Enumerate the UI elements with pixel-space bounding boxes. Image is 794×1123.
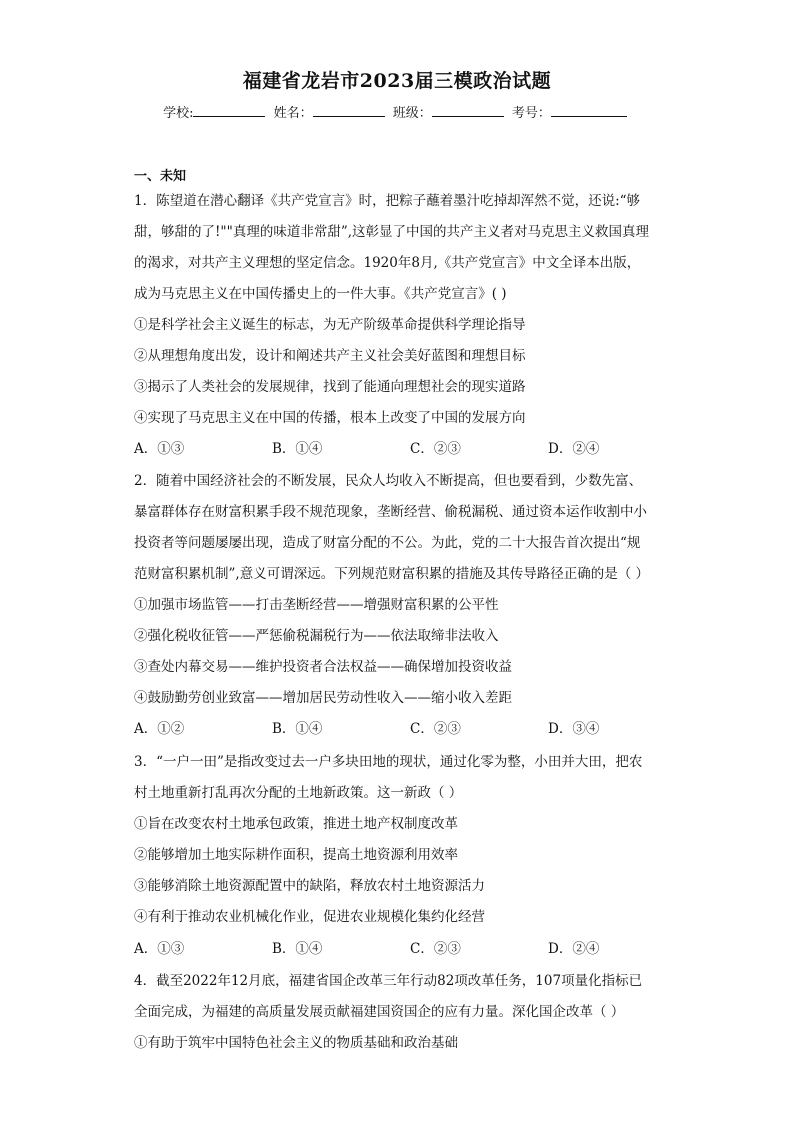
question-4-line: 全面完成，为福建的高质量发展贡献福建国资国企的应有力量。深化国企改革（ ） bbox=[134, 1004, 625, 1020]
option-d[interactable]: D．②④ bbox=[548, 441, 600, 457]
option-c[interactable]: C．②③ bbox=[410, 941, 461, 957]
school-blank[interactable] bbox=[193, 104, 265, 117]
option-d[interactable]: D．③④ bbox=[548, 721, 600, 737]
option-d[interactable]: D．②④ bbox=[548, 941, 600, 957]
section-heading: 一、未知 bbox=[134, 169, 187, 184]
question-2-line: 2．随着中国经济社会的不断发展，民众人均收入不断提高，但也要看到，少数先富、 bbox=[134, 473, 643, 489]
question-3-line: 3．“一户一田”是指改变过去一户多块田地的现状，通过化零为整，小田并大田，把农 bbox=[134, 754, 643, 770]
question-2-item: ②强化税收征管——严惩偷税漏税行为——依法取缔非法收入 bbox=[134, 628, 499, 644]
question-1-line: 的渴求，对共产主义理想的坚定信念。1920年8月,《共产党宣言》中文全译本出版， bbox=[134, 255, 641, 271]
question-1-line: 成为马克思主义在中国传播史上的一件大事。《共产党宣言》( ) bbox=[134, 286, 507, 302]
exam-no-label: 考号： bbox=[511, 106, 551, 121]
name-blank[interactable] bbox=[313, 104, 385, 117]
question-1-item: ①是科学社会主义诞生的标志，为无产阶级革命提供科学理论指导 bbox=[134, 317, 526, 333]
exam-no-blank[interactable] bbox=[551, 104, 627, 117]
option-b[interactable]: B．①④ bbox=[272, 941, 323, 957]
question-4-item: ①有助于筑牢中国特色社会主义的物质基础和政治基础 bbox=[134, 1035, 458, 1051]
question-1-line: 甜，够甜的了!""真理的味道非常甜”,这彰显了中国的共产主义者对马克思主义救国真理 bbox=[134, 224, 650, 240]
question-1-item: ④实现了马克思主义在中国的传播，根本上改变了中国的发展方向 bbox=[134, 410, 526, 426]
class-label: 班级： bbox=[392, 106, 432, 121]
question-3-item: ④有利于推动农业机械化作业，促进农业规模化集约化经营 bbox=[134, 909, 485, 925]
option-c[interactable]: C．②③ bbox=[410, 721, 461, 737]
question-4-line: 4．截至2022年12月底，福建省国企改革三年行动82项改革任务，107项量化指标已 bbox=[134, 973, 643, 989]
question-2-item: ③查处内幕交易——维护投资者合法权益——确保增加投资收益 bbox=[134, 659, 512, 675]
question-3-item: ②能够增加土地实际耕作面积，提高土地资源利用效率 bbox=[134, 847, 458, 863]
student-info-row bbox=[0, 102, 794, 121]
option-c[interactable]: C．②③ bbox=[410, 441, 461, 457]
question-1-line: 1．陈望道在潜心翻译《共产党宣言》时，把粽子蘸着墨汁吃掉却浑然不觉，还说:“够 bbox=[134, 193, 641, 209]
option-a[interactable]: A．①② bbox=[134, 721, 185, 737]
option-a[interactable]: A．①③ bbox=[134, 441, 185, 457]
question-2-line: 暴富群体存在财富积累手段不规范现象，垄断经营、偷税漏税、通过资本运作收割中小 bbox=[134, 504, 647, 520]
option-b[interactable]: B．①④ bbox=[272, 441, 323, 457]
name-label: 姓名： bbox=[273, 106, 313, 121]
question-2-item: ④鼓励勤劳创业致富——增加居民劳动性收入——缩小收入差距 bbox=[134, 690, 512, 706]
question-1-item: ③揭示了人类社会的发展规律，找到了能通向理想社会的现实道路 bbox=[134, 379, 526, 395]
question-2-item: ①加强市场监管——打击垄断经营——增强财富积累的公平性 bbox=[134, 597, 499, 613]
question-3-item: ①旨在改变农村土地承包政策，推进土地产权制度改革 bbox=[134, 816, 458, 832]
school-label: 学校: bbox=[163, 106, 194, 121]
question-2-line: 投资者等问题屡屡出现，造成了财富分配的不公。为此，党的二十大报告首次提出“规 bbox=[134, 535, 641, 551]
question-3-item: ③能够消除土地资源配置中的缺陷，释放农村土地资源活力 bbox=[134, 878, 485, 894]
question-2-line: 范财富积累机制”,意义可谓深远。下列规范财富积累的措施及其传导路径正确的是（ ） bbox=[134, 566, 649, 582]
option-a[interactable]: A．①③ bbox=[134, 941, 185, 957]
page-title: 福建省龙岩市2023届三模政治试题 bbox=[242, 70, 552, 92]
question-1-item: ②从理想角度出发，设计和阐述共产主义社会美好蓝图和理想目标 bbox=[134, 348, 526, 364]
class-blank[interactable] bbox=[432, 104, 504, 117]
question-3-line: 村土地重新打乱再次分配的土地新政策。这一新政（ ） bbox=[134, 785, 463, 801]
option-b[interactable]: B．①④ bbox=[272, 721, 323, 737]
